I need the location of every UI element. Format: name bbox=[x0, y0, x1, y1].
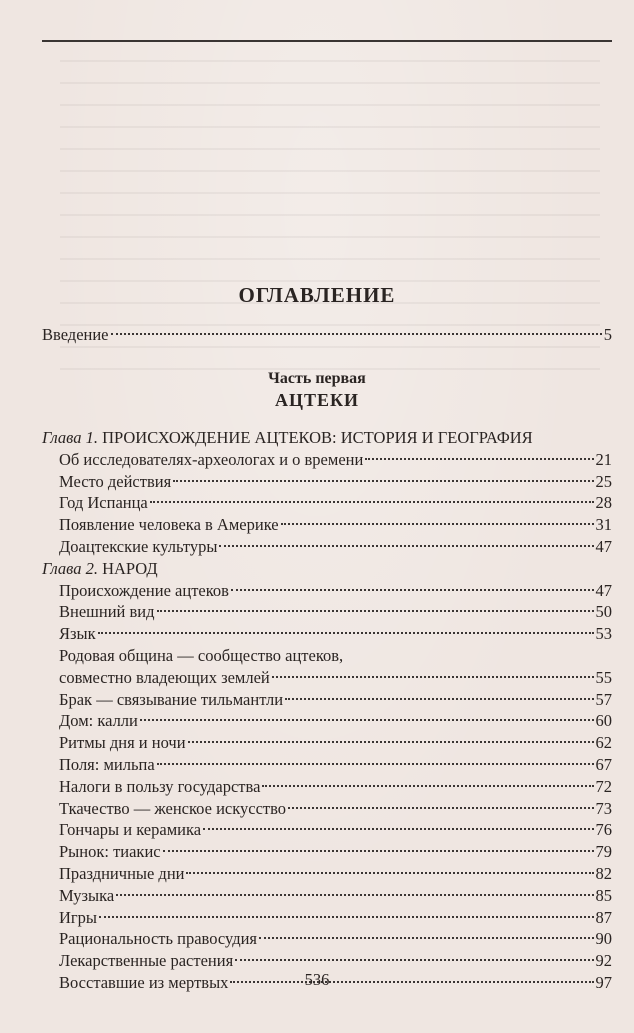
toc-entry-first-line: Родовая община — сообщество ацтеков, bbox=[59, 645, 344, 665]
toc-entry-page: 67 bbox=[595, 754, 612, 774]
toc-entry bbox=[42, 863, 612, 885]
toc-entry-text: Налоги в пользу государства bbox=[59, 776, 261, 796]
toc-entry-page: 47 bbox=[595, 536, 612, 556]
toc-entry-page: 57 bbox=[595, 689, 612, 709]
toc-entry bbox=[42, 776, 612, 798]
toc-entry-text: Ткачество — женское искусство bbox=[59, 798, 287, 818]
toc-entry bbox=[42, 689, 612, 711]
dot-leader bbox=[173, 480, 593, 482]
toc-entry bbox=[42, 841, 612, 863]
toc-entry-page: 62 bbox=[595, 733, 612, 753]
toc-entry-text: Игры bbox=[59, 907, 98, 927]
toc-entry-page: 50 bbox=[595, 602, 612, 622]
dot-leader bbox=[259, 937, 593, 939]
toc-entry bbox=[42, 928, 612, 950]
toc-entry-text: Внешний вид bbox=[59, 602, 155, 622]
dot-leader bbox=[281, 523, 594, 525]
toc-entry bbox=[42, 667, 612, 689]
toc-entry-page: 85 bbox=[595, 885, 612, 905]
toc-entry bbox=[42, 536, 612, 558]
toc-entry-text: Место действия bbox=[59, 471, 172, 491]
toc-entry bbox=[42, 885, 612, 907]
dot-leader bbox=[262, 785, 593, 787]
toc-entry-page: 72 bbox=[595, 776, 612, 796]
toc-entry bbox=[42, 601, 612, 623]
dot-leader bbox=[272, 676, 594, 678]
toc-entry bbox=[42, 907, 612, 929]
part-title: АЦТЕКИ bbox=[274, 390, 360, 410]
toc-entry bbox=[42, 819, 612, 841]
dot-leader bbox=[235, 959, 593, 961]
toc-entry-page: 21 bbox=[595, 449, 612, 469]
toc-entry-text: Дом: калли bbox=[59, 711, 138, 731]
part-label: Часть первая bbox=[268, 370, 366, 387]
toc-entry-page: 55 bbox=[595, 667, 612, 687]
toc-entry-text: совместно владеющих землей bbox=[59, 667, 270, 687]
toc-entry bbox=[42, 732, 612, 754]
chapter-label: Глава 1. bbox=[42, 428, 98, 447]
toc-entry-page: 25 bbox=[595, 471, 612, 491]
toc-entry-page: 47 bbox=[595, 580, 612, 600]
toc-entry-text: Праздничные дни bbox=[59, 863, 185, 883]
toc-entry-text: Музыка bbox=[59, 885, 115, 905]
dot-leader bbox=[157, 610, 594, 612]
chapter-heading bbox=[42, 427, 612, 449]
chapter-title: НАРОД bbox=[102, 558, 158, 578]
dot-leader bbox=[116, 894, 593, 896]
dot-leader bbox=[285, 698, 593, 700]
toc-entry-page: 53 bbox=[595, 624, 612, 644]
toc-entry-text: Лекарственные растения bbox=[59, 951, 234, 971]
dot-leader bbox=[157, 763, 594, 765]
dot-leader bbox=[219, 545, 593, 547]
toc-entry-text: Рынок: тиакис bbox=[59, 842, 161, 862]
toc-entry-page: 31 bbox=[595, 515, 612, 535]
toc-entry-text: Брак — связывание тильмантли bbox=[59, 689, 284, 709]
dot-leader bbox=[186, 872, 593, 874]
toc-list bbox=[42, 427, 612, 994]
dot-leader bbox=[203, 828, 593, 830]
toc-entry bbox=[42, 623, 612, 645]
toc-entry-page: 5 bbox=[603, 325, 612, 344]
toc-entry bbox=[42, 580, 612, 602]
chapter-title: ПРОИСХОЖДЕНИЕ АЦТЕКОВ: ИСТОРИЯ И ГЕОГРАФИЯ bbox=[102, 428, 533, 447]
dot-leader bbox=[188, 741, 594, 743]
dot-leader bbox=[365, 458, 593, 460]
toc-entry bbox=[42, 710, 612, 732]
toc-entry-page: 92 bbox=[595, 951, 612, 971]
dot-leader bbox=[111, 333, 602, 335]
toc-entry-text: Язык bbox=[59, 624, 96, 644]
toc-entry-intro bbox=[42, 324, 612, 346]
toc-entry-page: 79 bbox=[595, 842, 612, 862]
toc-entry-page: 76 bbox=[595, 820, 612, 840]
dot-leader bbox=[231, 589, 594, 591]
toc-entry-page: 90 bbox=[595, 929, 612, 949]
toc-entry-text: Рациональность правосудия bbox=[59, 929, 258, 949]
chapter-label: Глава 2. bbox=[42, 558, 98, 578]
dot-leader bbox=[288, 807, 593, 809]
dot-leader bbox=[163, 850, 594, 852]
toc-entry-page: 87 bbox=[595, 907, 612, 927]
toc-entry-page: 97 bbox=[595, 972, 612, 992]
toc-entry-text: Восставшие из мертвых bbox=[59, 972, 229, 992]
dot-leader bbox=[140, 719, 594, 721]
toc-entry-text: Появление человека в Америке bbox=[59, 515, 279, 535]
dot-leader bbox=[98, 632, 594, 634]
toc-entry-page: 73 bbox=[595, 798, 612, 818]
toc-entry bbox=[42, 798, 612, 820]
toc-entry bbox=[42, 950, 612, 972]
toc-entry bbox=[42, 754, 612, 776]
toc-entry-text: Ритмы дня и ночи bbox=[59, 733, 186, 753]
toc-entry-text: Доацтекские культуры bbox=[59, 536, 218, 556]
dot-leader bbox=[99, 916, 593, 918]
toc-entry bbox=[42, 492, 612, 514]
toc-entry-page: 28 bbox=[595, 493, 612, 513]
toc-entry-text: Год Испанца bbox=[59, 493, 148, 513]
toc-entry bbox=[42, 514, 612, 536]
toc-entry-text: Поля: мильпа bbox=[59, 754, 155, 774]
dot-leader bbox=[150, 501, 594, 503]
toc-entry-page: 82 bbox=[595, 863, 612, 883]
toc-entry-text: Происхождение ацтеков bbox=[59, 580, 229, 600]
toc-entry-page: 60 bbox=[595, 711, 612, 731]
page-number: 536 bbox=[304, 970, 330, 989]
toc-entry-text: Введение bbox=[42, 325, 109, 344]
header-rule bbox=[42, 40, 612, 42]
chapter-heading bbox=[42, 558, 612, 580]
toc-entry-text: Гончары и керамика bbox=[59, 820, 202, 840]
toc-title: ОГЛАВЛЕНИЕ bbox=[238, 283, 396, 307]
toc-entry bbox=[42, 471, 612, 493]
toc-entry-text: Об исследователях-археологах и о времени bbox=[59, 449, 364, 469]
toc-entry bbox=[42, 449, 612, 471]
